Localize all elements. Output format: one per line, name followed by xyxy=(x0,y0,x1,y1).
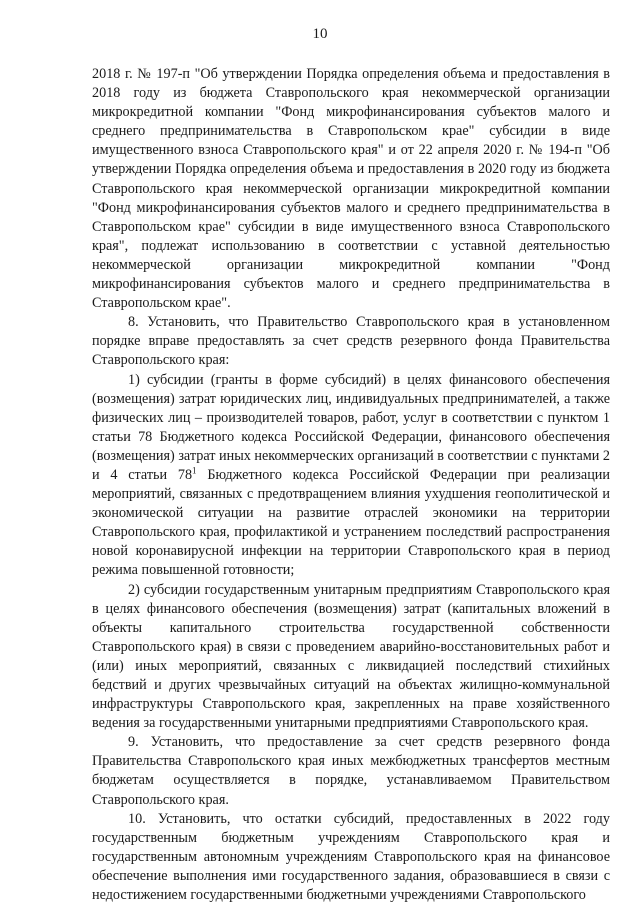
page-number: 10 xyxy=(312,26,328,42)
document-body xyxy=(92,65,610,905)
paragraph-continuation: 2018 г. № 197-п "Об утверждении Порядка определения объема и предоставления в 2018 году из бюджета Ставропольского края некоммерческой организации микрокредитной компании "Фонд микрофинансирования субъектов малого и среднего предпринимательства в Ставропольском крае" субсидии в виде имущественного взноса Ставропольского края" и от 22 апреля 2020 г. № 194-п "Об утверждении Порядка определения объема и предоставления в 2020 году из бюджета Ставропольского края некоммерческой организации микрокредитной компании "Фонд микрофинансирования субъектов малого и среднего предпринимательства в Ставропольском крае" субсидии в виде имущественного взноса Ставропольского края", подлежат использованию в соответствии с уставной деятельностью некоммерческой организации микрокредитной компании "Фонд микрофинансирования субъектов малого и среднего предпринимательства в Ставропольском крае". xyxy=(92,66,610,312)
paragraph-item-8-1-text-end: Бюджетного кодекса Российской Федерации при реализации мероприятий, связанных с предотвращением влияния ухудшения геополитической и экономической ситуации на развитие отраслей экономики на территории Ставропольского края, профилактикой и устранением последствий распространения новой коронавирусной инфекции на территории Ставропольского края в период режима повышенной готовности; xyxy=(92,466,610,579)
paragraph-item-8-1 xyxy=(92,371,610,581)
paragraph-item-8-2: 2) субсидии государственным унитарным предприятиям Ставропольского края в целях финансового обеспечения (возмещения) затрат (капитальных вложений в объекты капитального строительства государственной собственности Ставропольского края) в связи с проведением аварийно-восстановительных работ и (или) иных мероприятий, связанных с ликвидацией последствий стихийных бедствий и других чрезвычайных ситуаций на объектах жилищно-коммунальной инфраструктуры Ставропольского края, закрепленных на праве хозяйственного ведения за государственными унитарными предприятиями Ставропольского края. xyxy=(92,581,610,732)
article-superscript: 1 xyxy=(192,465,197,476)
paragraph-item-8-1-text-start: 1) субсидии (гранты в форме субсидий) в целях финансового обеспечения (возмещения) затрат юридических лиц, индивидуальных предпринимателей, а также физических лиц – производителей товаров, работ, услуг в соответствии с пунктом 1 статьи 78 Бюджетного кодекса Российской Федерации, финансового обеспечения (возмещения) затрат иных некоммерческих организаций в соответствии с пунктами 2 и 4 статьи 78 xyxy=(92,371,610,483)
paragraph-item-8: 8. Установить, что Правительство Ставропольского края в установленном порядке вправе предоставлять за счет средств резервного фонда Правительства Ставропольского края: xyxy=(92,314,610,369)
paragraph-item-10: 10. Установить, что остатки субсидий, предоставленных в 2022 году государственным бюджетным учреждениям Ставропольского края и государственным автономным учреждениям Ставропольского края на финансовое обеспечение выполнения ими государственного задания, образовавшиеся в связи с недостижением государственными бюджетными учреждениями Ставропольского xyxy=(92,810,610,904)
paragraph-item-9: 9. Установить, что предоставление за счет средств резервного фонда Правительства Ставропольского края иных межбюджетных трансфертов местным бюджетам осуществляется в порядке, устанавливаемом Правительством Ставропольского края. xyxy=(92,734,610,808)
